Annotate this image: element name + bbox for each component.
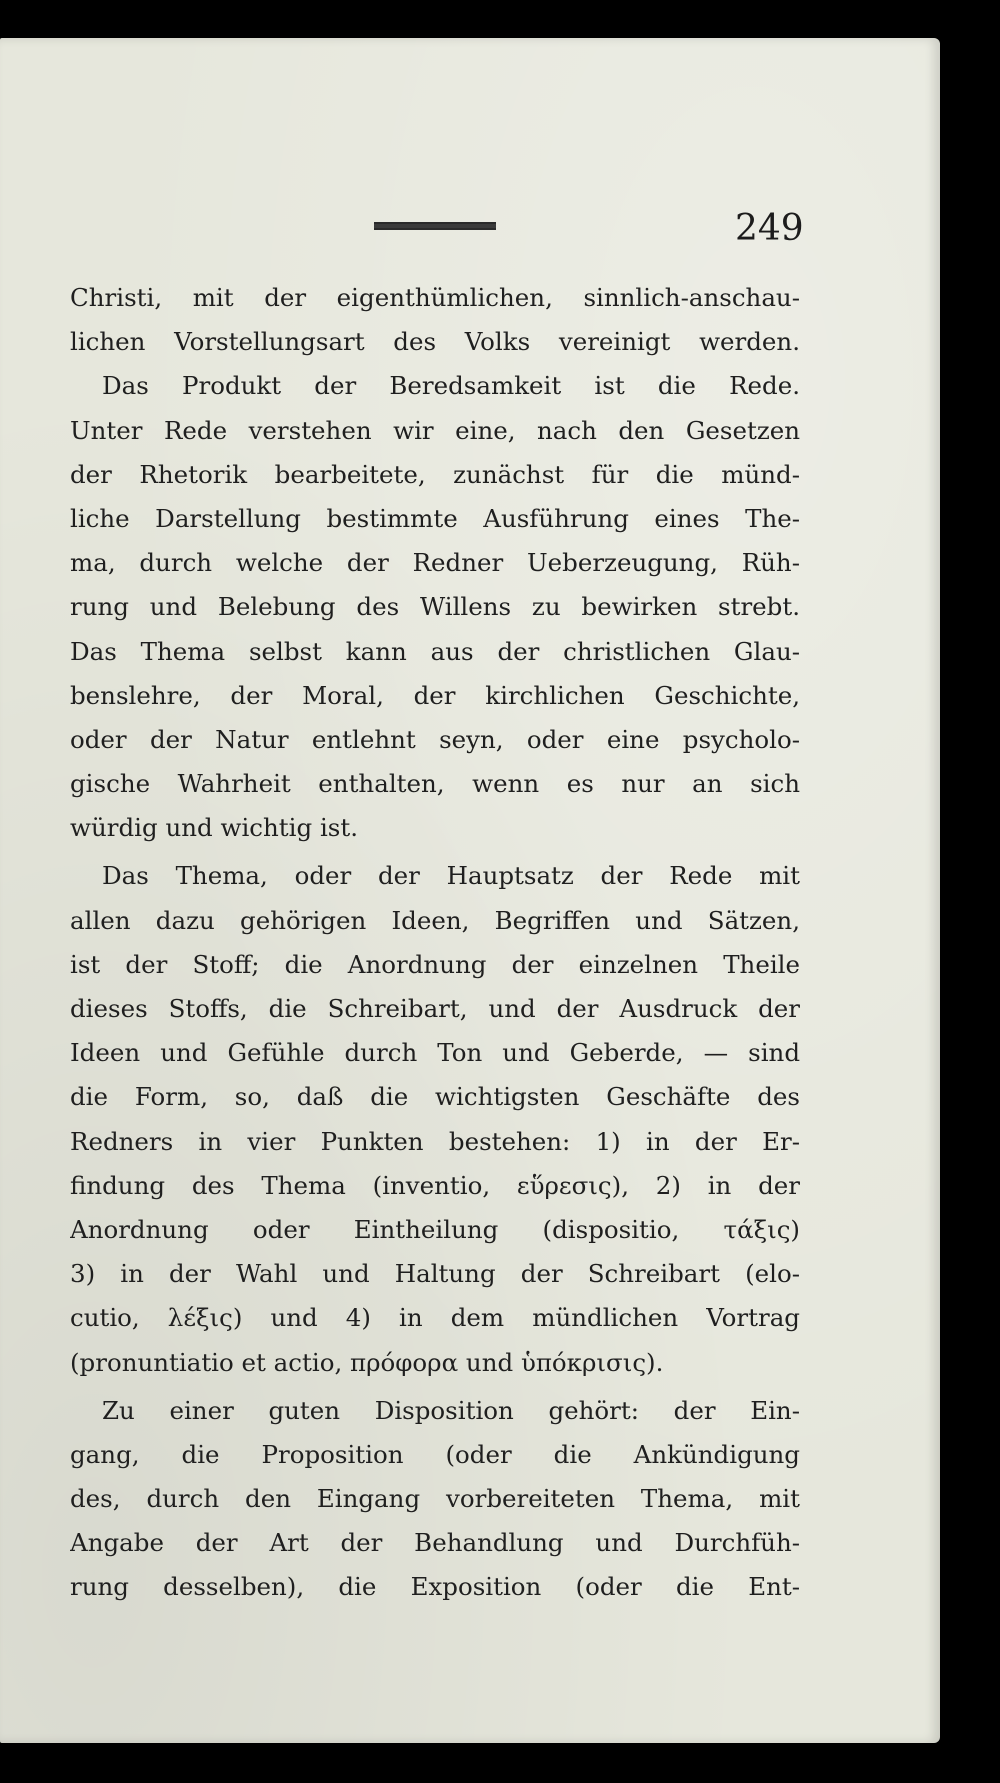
text-line: Christi, mit der eigenthümlichen, sinnlich-anschau- <box>70 283 800 312</box>
text-line: Anordnung oder Eintheilung (dispositio, τάξις) <box>70 1214 800 1244</box>
text-line: oder der Natur entlehnt seyn, oder eine psycholo- <box>70 724 800 754</box>
text-line: des, durch den Eingang vorbereiteten Thema, mit <box>70 1484 800 1514</box>
text-line: lichen Vorstellungsart des Volks vereinigt werden. <box>70 327 800 357</box>
text-line: 3) in der Wahl und Haltung der Schreibart (elo- <box>70 1259 800 1289</box>
text-line: dieses Stoffs, die Schreibart, und der Ausdruck der <box>70 994 800 1023</box>
book-page <box>0 38 940 1743</box>
page-number: 249 <box>735 208 804 249</box>
text-line: gische Wahrheit enthalten, wenn es nur an sich <box>70 769 800 799</box>
text-line: Ideen und Gefühle durch Ton und Geberde, — sind <box>70 1038 800 1068</box>
text-line: liche Darstellung bestimmte Ausführung eines The- <box>70 503 800 533</box>
text-line: Angabe der Art der Behandlung und Durchfüh- <box>70 1528 800 1558</box>
text-line: ma, durch welche der Redner Ueberzeugung, Rüh- <box>70 548 800 578</box>
text-line: die Form, so, daß die wichtigsten Geschäfte des <box>70 1082 800 1112</box>
body-text <box>70 276 800 1610</box>
header-rule <box>374 222 496 230</box>
paragraph-last-line: würdig und wichtig ist. <box>70 813 358 843</box>
text-line: rung und Belebung des Willens zu bewirken strebt. <box>70 592 800 622</box>
paragraph-last-line: (pronuntiatio et actio, πρόφορα und ὑπόκρισις). <box>70 1347 664 1377</box>
text-line: Das Thema selbst kann aus der christlichen Glau- <box>70 636 800 666</box>
paragraph-first-line: Zu einer guten Disposition gehört: der Ein- <box>102 1395 800 1425</box>
text-line: allen dazu gehörigen Ideen, Begriffen und Sätzen, <box>70 905 800 935</box>
text-line: der Rhetorik bearbeitete, zunächst für die münd- <box>70 459 800 489</box>
text-line: ist der Stoff; die Anordnung der einzelnen Theile <box>70 949 800 979</box>
text-line: rung desselben), die Exposition (oder die Ent- <box>70 1572 800 1602</box>
text-line: cutio, λέξις) und 4) in dem mündlichen Vortrag <box>70 1303 800 1333</box>
paragraph-first-line: Das Thema, oder der Hauptsatz der Rede mit <box>102 861 800 891</box>
text-line: findung des Thema (inventio, εὕρεσις), 2) in der <box>70 1170 800 1200</box>
text-line: Unter Rede verstehen wir eine, nach den Gesetzen <box>70 415 800 445</box>
text-line: gang, die Proposition (oder die Ankündigung <box>70 1439 800 1469</box>
text-line: Redners in vier Punkten bestehen: 1) in der Er- <box>70 1126 800 1156</box>
paragraph-first-line: Das Produkt der Beredsamkeit ist die Rede. <box>102 371 800 401</box>
text-line: benslehre, der Moral, der kirchlichen Geschichte, <box>70 680 800 710</box>
